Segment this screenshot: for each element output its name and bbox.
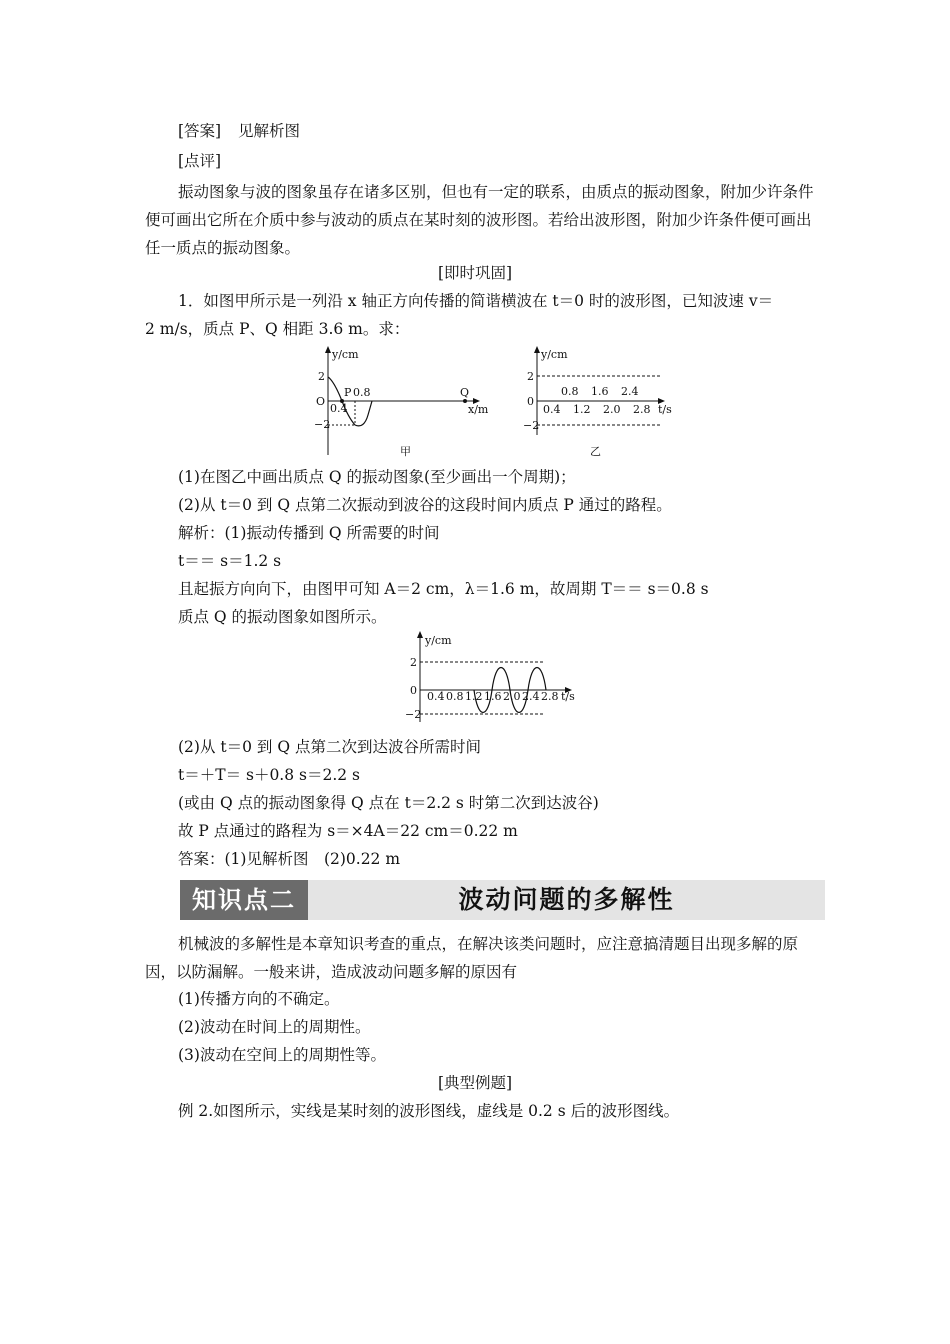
sol-tick-20: 2.0 [503, 690, 521, 703]
consolidate-title: [即时巩固] [437, 264, 513, 282]
sol-ylabel: y/cm [425, 634, 452, 647]
yi-ylabel: y/cm [541, 348, 568, 361]
sol-tick-12: 1.2 [465, 690, 483, 703]
solution-time: t＝＝ s＝1.2 s [178, 552, 282, 570]
multi-solution-paragraph: 机械波的多解性是本章知识考查的重点，在解决该类问题时，应注意搞清题目出现多解的原因，以防漏解。一般来讲，造成波动问题多解的原因有 [145, 935, 799, 981]
jia-xlabel: x/m [468, 403, 489, 416]
solution-direction: 且起振方向向下，由图甲可知 A＝2 cm，λ＝1.6 m，故周期 T＝＝ s＝0.8 s [178, 580, 709, 598]
yi-tick-08: 0.8 [561, 385, 579, 398]
jia-tick-08: 0.8 [353, 386, 371, 399]
sol-y-pos: 2 [410, 656, 417, 669]
reason-1: (1)传播方向的不确定。 [178, 990, 340, 1008]
section-banner [180, 880, 825, 920]
jia-origin: O [316, 395, 326, 408]
yi-tick-04: 0.4 [543, 403, 561, 416]
figure-jia [300, 345, 510, 460]
yi-origin: 0 [527, 395, 534, 408]
sub-question-1: (1)在图乙中画出质点 Q 的振动图象(至少画出一个周期)； [178, 468, 576, 486]
sol-y-arrow [417, 631, 423, 638]
jia-y-arrow [325, 346, 331, 353]
yi-tick-20: 2.0 [603, 403, 621, 416]
yi-y-arrow [534, 346, 540, 353]
answer-label: [答案] [178, 122, 222, 140]
jia-tick-04: 0.4 [330, 402, 348, 415]
sol-tick-04: 0.4 [427, 690, 445, 703]
yi-xlabel: t/s [658, 403, 672, 416]
comment-paragraph: 振动图象与波的图象虽存在诸多区别，但也有一定的联系，由质点的振动图象，附加少许条件便可画出它所在介质中参与波动的质点在某时刻的波形图。若给出波形图，附加少许条件便可画出任一质点的振动图象。 [145, 183, 814, 257]
yi-tick-24: 2.4 [621, 385, 639, 398]
sol-tick-16: 1.6 [484, 690, 502, 703]
answer-text: 见解析图 [238, 122, 301, 140]
yi-tick-16: 1.6 [591, 385, 609, 398]
jia-q-label: Q [460, 386, 470, 399]
solution-2-head: (2)从 t＝0 到 Q 点第二次到达波谷所需时间 [178, 738, 481, 756]
yi-tick-28: 2.8 [633, 403, 651, 416]
example-title: [典型例题] [437, 1074, 513, 1092]
solution-q-figure-note: 质点 Q 的振动图象如图所示。 [178, 608, 387, 626]
answer-line [178, 120, 300, 142]
solution-head: 解析：(1)振动传播到 Q 所需要的时间 [178, 524, 440, 542]
solution-2-note: (或由 Q 点的振动图象得 Q 点在 t＝2.2 s 时第二次到达波谷) [178, 794, 599, 812]
jia-y-pos: 2 [318, 370, 325, 383]
jia-caption: 甲 [400, 445, 411, 458]
reason-3: (3)波动在空间上的周期性等。 [178, 1046, 386, 1064]
solution-2-path: 故 P 点通过的路程为 s＝×4A＝22 cm＝0.22 m [178, 822, 518, 840]
section-title: 波动问题的多解性 [458, 885, 675, 914]
section-number: 知识点二 [180, 880, 308, 920]
yi-tick-12: 1.2 [573, 403, 591, 416]
question-1-line-2: 2 m/s，质点 P、Q 相距 3.6 m。求： [145, 320, 410, 338]
comment-label: [点评] [178, 152, 222, 170]
sol-origin: 0 [410, 684, 417, 697]
sol-tick-08: 0.8 [446, 690, 464, 703]
jia-y-neg: −2 [314, 418, 331, 431]
reason-2: (2)波动在时间上的周期性。 [178, 1018, 371, 1036]
yi-caption: 乙 [590, 445, 601, 458]
figure-yi [515, 345, 685, 460]
jia-ylabel: y/cm [332, 348, 359, 361]
figure-solution [395, 630, 595, 730]
sol-tick-24: 2.4 [522, 690, 540, 703]
sol-xlabel: t/s [561, 690, 575, 703]
yi-y-pos: 2 [527, 370, 534, 383]
sub-question-2: (2)从 t＝0 到 Q 点第二次振动到波谷的这段时间内质点 P 通过的路程。 [178, 496, 672, 514]
jia-point-q [463, 399, 467, 403]
example-2: 例 2.如图所示，实线是某时刻的波形图线，虚线是 0.2 s 后的波形图线。 [178, 1102, 680, 1120]
question-1-line-1: 1．如图甲所示是一列沿 x 轴正方向传播的简谐横波在 t＝0 时的波形图，已知波速 v＝ [178, 292, 774, 310]
sol-tick-28: 2.8 [541, 690, 559, 703]
final-answer: 答案：(1)见解析图 (2)0.22 m [178, 850, 401, 868]
solution-2-time: t＝＋T＝ s＋0.8 s＝2.2 s [178, 766, 361, 784]
jia-p-label: P [344, 386, 352, 399]
sol-y-neg: −2 [405, 708, 422, 721]
yi-y-neg: −2 [523, 419, 540, 432]
